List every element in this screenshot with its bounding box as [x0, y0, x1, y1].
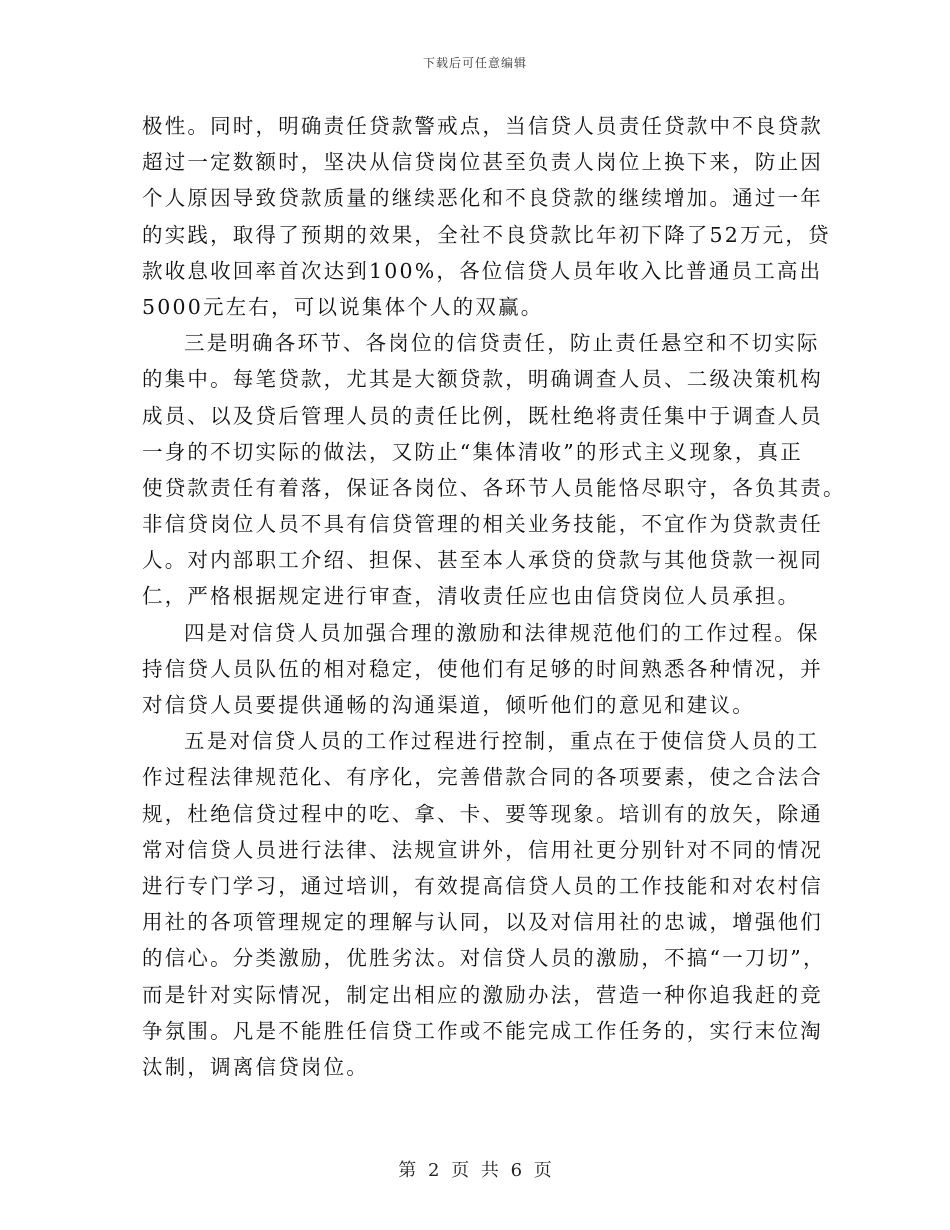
text-line: 常对信贷人员进行法律、法规宣讲外，信用社更分别针对不同的情况 — [142, 837, 823, 862]
text-line: 非信贷岗位人员不具有信贷管理的相关业务技能，不宜作为贷款责任 — [142, 512, 823, 537]
body-text — [142, 108, 846, 1085]
text-line: 作过程法律规范化、有序化，完善借款合同的各项要素，使之合法合 — [142, 765, 823, 790]
text-line: 使贷款责任有着落，保证各岗位、各环节人员能恪尽职守，各负其责。 — [142, 475, 846, 500]
paragraph-start-line: 五是对信贷人员的工作过程进行控制，重点在于使信贷人员的工 — [184, 729, 820, 754]
text-line: 汰制，调离信贷岗位。 — [142, 1054, 369, 1079]
text-line: 用社的各项管理规定的理解与认同，以及对信用社的忠诚，增强他们 — [142, 910, 823, 935]
text-line: 5000元左右，可以说集体个人的双赢。 — [142, 294, 544, 319]
page-header: 下载后可任意编辑 — [422, 56, 527, 70]
text-line: 持信贷人员队伍的相对稳定，使他们有足够的时间熟悉各种情况，并 — [142, 656, 823, 681]
text-line: 超过一定数额时，坚决从信贷岗位甚至负责人岗位上换下来，防止因 — [142, 150, 823, 175]
text-line: 进行专门学习，通过培训，有效提高信贷人员的工作技能和对农村信 — [142, 873, 823, 898]
text-line: 规，杜绝信贷过程中的吃、拿、卡、要等现象。培训有的放矢，除通 — [142, 801, 823, 826]
text-line: 人。对内部职工介绍、担保、甚至本人承贷的贷款与其他贷款一视同 — [142, 548, 823, 573]
text-line: 仁，严格根据规定进行审查，清收责任应也由信贷岗位人员承担。 — [142, 584, 801, 609]
page-footer: 第 2 页 共 6 页 — [398, 1160, 552, 1181]
text-line: 成员、以及贷后管理人员的责任比例，既杜绝将责任集中于调查人员 — [142, 403, 823, 428]
text-line: 争氛围。凡是不能胜任信贷工作或不能完成工作任务的，实行末位淘 — [142, 1018, 823, 1043]
paragraph-start-line: 四是对信贷人员加强合理的激励和法律规范他们的工作过程。保 — [184, 620, 820, 645]
text-line: 极性。同时，明确责任贷款警戒点，当信贷人员责任贷款中不良贷款 — [142, 114, 823, 138]
text-line: 对信贷人员要提供通畅的沟通渠道，倾听他们的意见和建议。 — [142, 693, 755, 717]
text-line: 的集中。每笔贷款，尤其是大额贷款，明确调查人员、二级决策机构 — [142, 367, 823, 392]
text-line: 的信心。分类激励，优胜劣汰。对信贷人员的激励，不搞“一刀切”， — [142, 946, 826, 971]
text-line: 一身的不切实际的做法，又防止“集体清收”的形式主义现象，真正 — [142, 439, 803, 464]
text-line: 的实践，取得了预期的效果，全社不良贷款比年初下降了52万元，贷 — [142, 222, 831, 247]
text-line: 而是针对实际情况，制定出相应的激励办法，营造一种你追我赶的竞 — [142, 982, 823, 1007]
paragraph-start-line: 三是明确各环节、各岗位的信贷责任，防止责任悬空和不切实际 — [184, 331, 820, 356]
text-line: 款收息收回率首次达到100%，各位信贷人员年收入比普通员工高出 — [142, 258, 823, 283]
text-line: 个人原因导致贷款质量的继续恶化和不良贷款的继续增加。通过一年 — [142, 186, 823, 211]
